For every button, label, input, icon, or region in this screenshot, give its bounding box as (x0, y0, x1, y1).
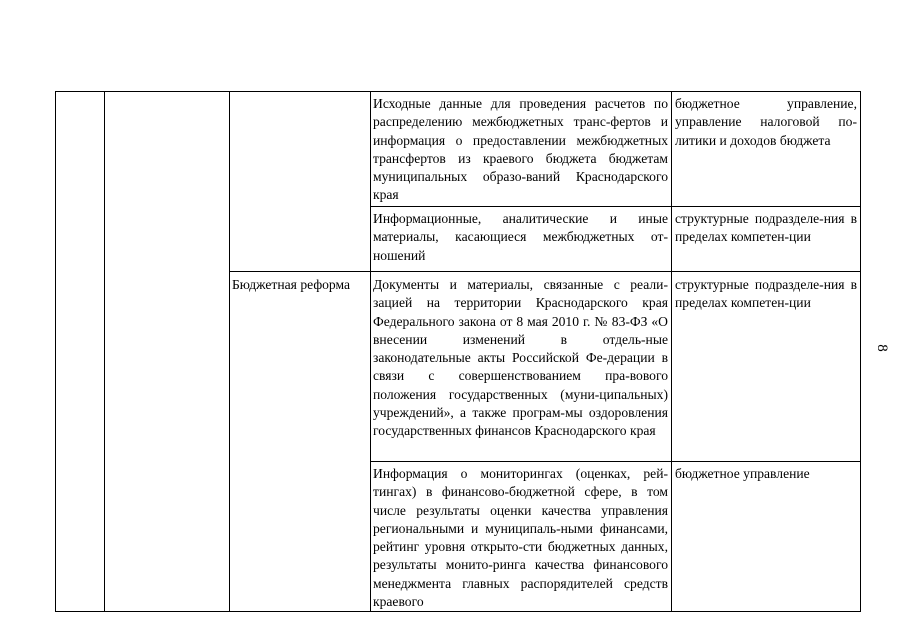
row-divider (370, 206, 861, 207)
table-cell-document: Информационные, аналитические и иные материалы, касающиеся межбюджетных от-ношений (373, 211, 668, 263)
row-divider (370, 461, 861, 462)
table-cell-responsible: структурные подразделе-ния в пределах компетен-ции (675, 277, 857, 311)
table-border-left (55, 91, 56, 612)
column-divider (229, 91, 230, 612)
column-divider (370, 91, 371, 612)
table-cell-section: Бюджетная реформа (232, 277, 351, 292)
table-cell-document: Документы и материалы, связанные с реали-зацией на территории Краснодарского края Федерального закона от 8 мая 2010 г. № 83-ФЗ «О внесении изменений в отдель-ные законодательные акты Российской Фе-дерации в связи с совершенствованием пра-вового положения государственных (муни-ципальных) учреждений», а также програм-мы оздоровления государственных финансов Краснодарского края (373, 277, 668, 439)
column-divider (104, 91, 105, 612)
table-cell-document: Информация о мониторингах (оценках, рей-тингах) в финансово-бюджетной сфере, в том числе результаты оценки качества управления региональными и муниципаль-ными финансами, рейтинг уровня открыто-сти бюджетных данных, результаты монито-ринга качества финансового менеджмента главных распорядителей средств краевого (373, 466, 668, 610)
table-border-right (860, 91, 861, 612)
table-cell-responsible: бюджетное управление, управление налоговой по-литики и доходов бюджета (675, 96, 857, 148)
table-border-top (55, 91, 861, 92)
page-number: 8 (874, 344, 890, 352)
row-divider (229, 271, 861, 272)
table-cell-responsible: бюджетное управление (675, 466, 810, 481)
column-divider (671, 91, 672, 612)
table-cell-document: Исходные данные для проведения расчетов по распределению межбюджетных транс-фертов и информация о предоставлении межбюджетных трансфертов из краевого бюджета бюджетам муниципальных образо-ваний Краснодарского края (373, 96, 668, 203)
table-cell-responsible: структурные подразделе-ния в пределах компетен-ции (675, 211, 857, 245)
table-border-bottom (55, 611, 861, 612)
